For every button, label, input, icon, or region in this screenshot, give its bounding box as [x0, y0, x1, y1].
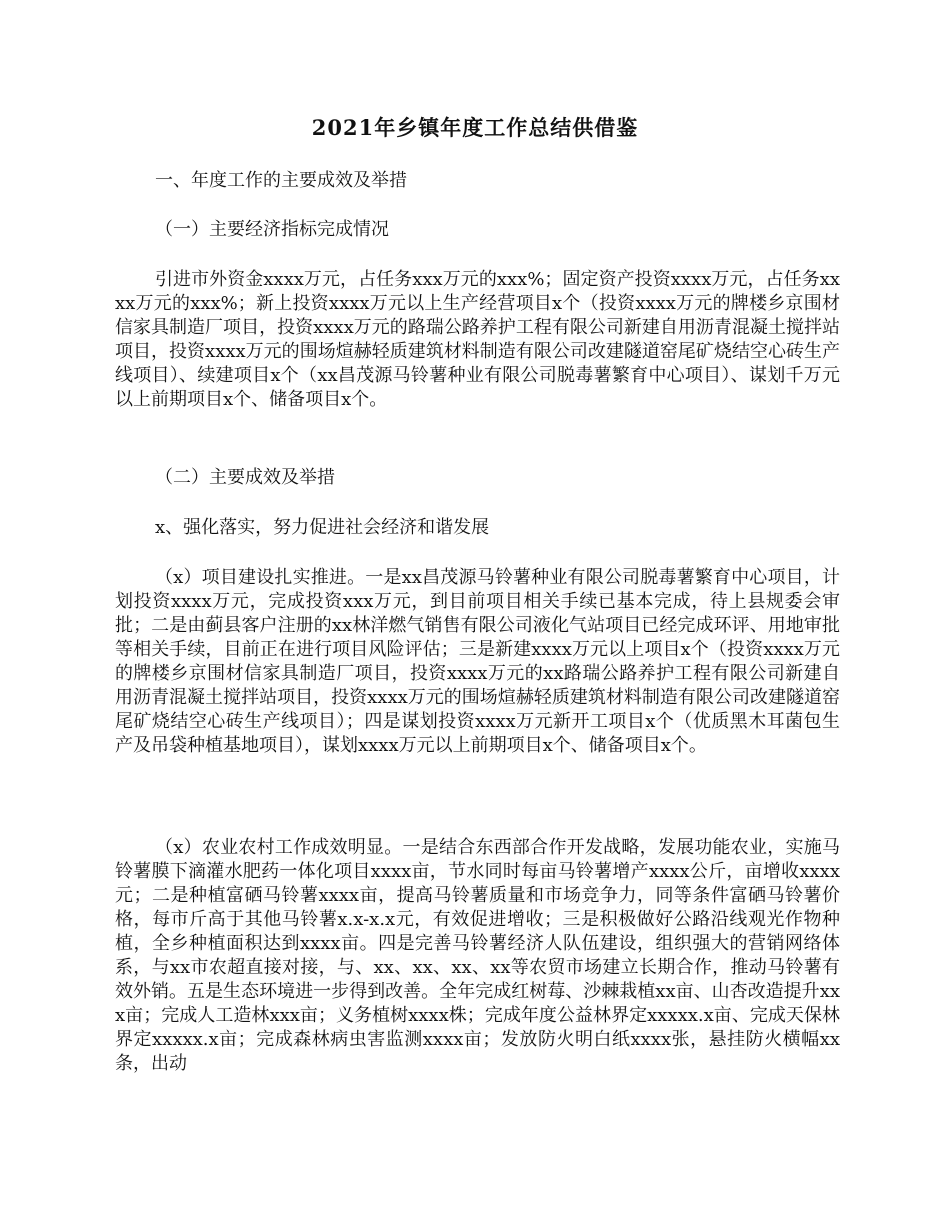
subsection-heading-2: （二）主要成效及举措: [155, 467, 335, 488]
item-heading-x: x、强化落实，努力促进社会经济和谐发展: [155, 517, 490, 538]
paragraph-agriculture-rural: （x）农业农村工作成效明显。一是结合东西部合作开发战略，发展功能农业，实施马铃薯膜下滴灌水肥药一体化项目xxxx亩，节水同时每亩马铃薯增产xxxx公斤，亩增收xxxx元；二是种植富硒马铃薯xxxx亩，提高马铃薯质量和市场竞争力，同等条件富硒马铃薯价格，每市斤高于其他马铃薯x.x-x.x元，有效促进增收；三是积极做好公路沿线观光作物种植，全乡种植面积达到xxxx亩。四是完善马铃薯经济人队伍建设，组织强大的营销网络体系，与xx市农超直接对接，与、xx、xx、xx、xx等农贸市场建立长期合作，推动马铃薯有效外销。五是生态环境进一步得到改善。全年完成红树莓、沙棘栽植xx亩、山杏改造提升xxx亩；完成人工造林xxx亩；义务植树xxxx株；完成年度公益林界定xxxxx.x亩、完成天保林界定xxxxx.x亩；完成森林病虫害监测xxxx亩；发放防火明白纸xxxx张，悬挂防火横幅xx条，出动: [115, 837, 840, 1074]
paragraph-economic-indicators: 引进市外资金xxxx万元，占任务xxx万元的xxx%；固定资产投资xxxx万元，占任务xxxx万元的xxx%；新上投资xxxx万元以上生产经营项目x个（投资xxxx万元的牌楼乡京围材信家具制造厂项目，投资xxxx万元的路瑞公路养护工程有限公司新建自用沥青混凝土搅拌站项目，投资xxxx万元的围场煊赫轻质建筑材料制造有限公司改建隧道窑尾矿烧结空心砖生产线项目）、续建项目x个（xx昌茂源马铃薯种业有限公司脱毒薯繁育中心项目）、谋划千万元以上前期项目x个、储备项目x个。: [115, 269, 840, 410]
section-heading-1: 一、年度工作的主要成效及举措: [155, 170, 407, 191]
document-title: 2021年乡镇年度工作总结供借鉴: [311, 115, 639, 140]
paragraph-project-construction: （x）项目建设扎实推进。一是xx昌茂源马铃薯种业有限公司脱毒薯繁育中心项目，计划投资xxxx万元，完成投资xxx万元，到目前项目相关手续已基本完成，待上县规委会审批；二是由蓟县客户注册的xx林洋燃气销售有限公司液化气站项目已经完成环评、用地审批等相关手续，目前正在进行项目风险评估；三是新建xxxx万元以上项目x个（投资xxxx万元的牌楼乡京围材信家具制造厂项目，投资xxxx万元的xx路瑞公路养护工程有限公司新建自用沥青混凝土搅拌站项目，投资xxxx万元的围场煊赫轻质建筑材料制造有限公司改建隧道窑尾矿烧结空心砖生产线项目）；四是谋划投资xxxx万元新开工项目x个（优质黑木耳菌包生产及吊袋种植基地项目），谋划xxxx万元以上前期项目x个、储备项目x个。: [115, 567, 840, 756]
subsection-heading-1: （一）主要经济指标完成情况: [155, 219, 389, 240]
